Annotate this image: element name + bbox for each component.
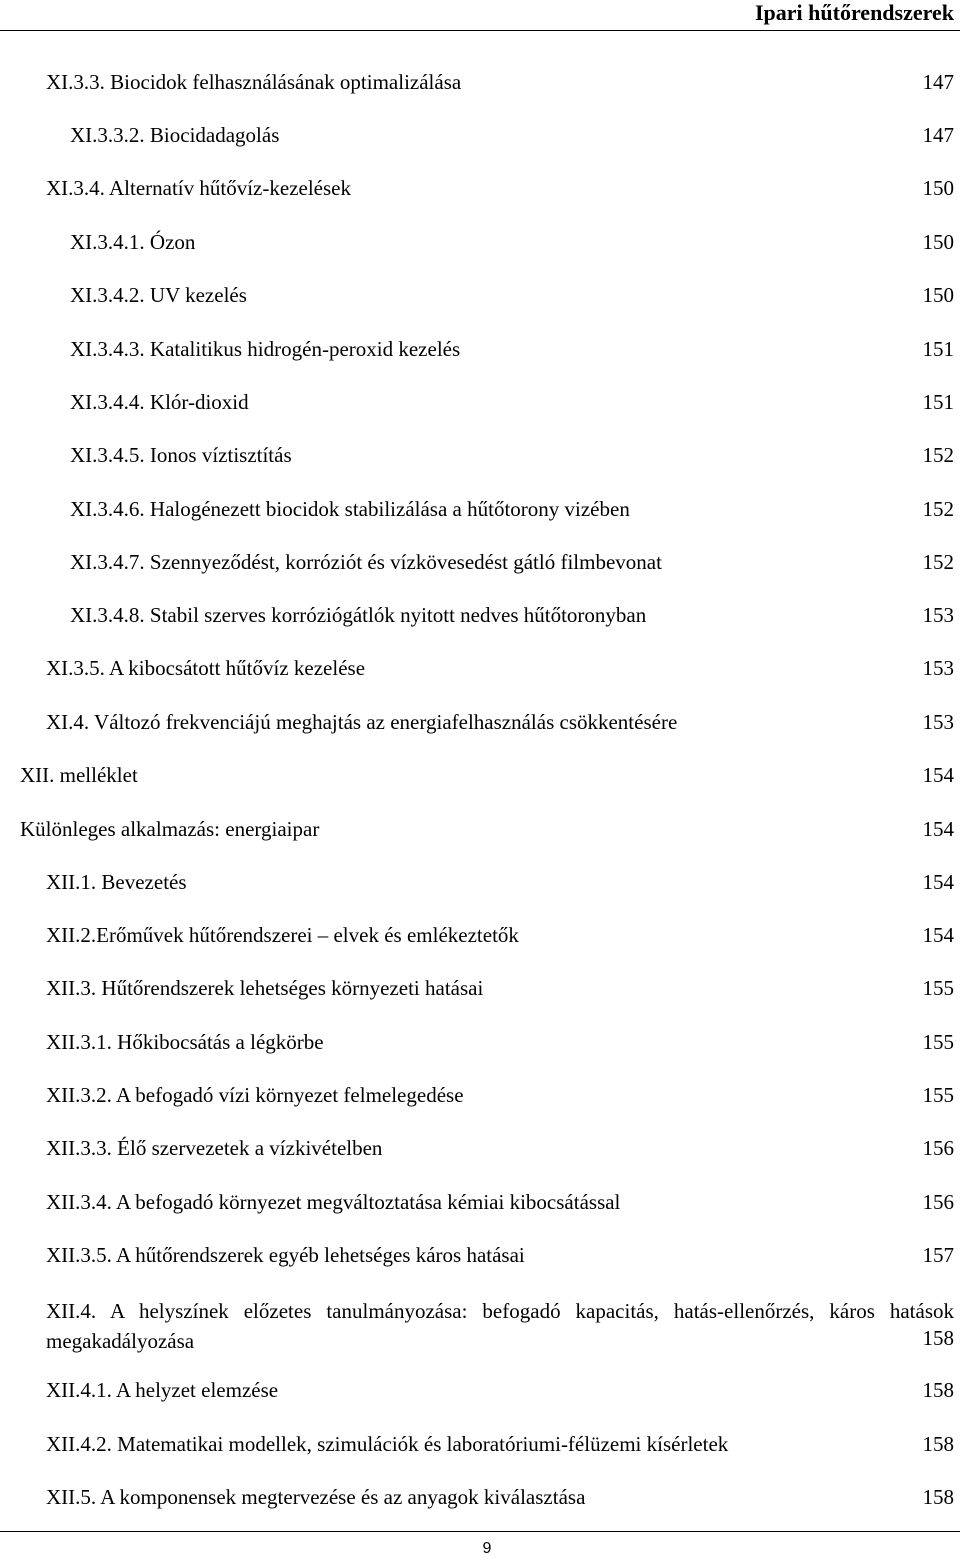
toc-entry-page: 152 xyxy=(922,497,954,521)
toc-entry-title: XI.3.4.5. Ionos víztisztítás xyxy=(70,443,292,467)
page-number: 9 xyxy=(482,1540,492,1557)
toc-entry-title: XII.3.2. A befogadó vízi környezet felmelegedése xyxy=(46,1083,464,1107)
toc-entry-title: XII.3.4. A befogadó környezet megváltoztatása kémiai kibocsátással xyxy=(46,1190,621,1214)
toc-entry-title: Különleges alkalmazás: energiaipar xyxy=(20,817,320,841)
toc-entry-page: 155 xyxy=(922,1083,954,1107)
toc-entry-page: 158 xyxy=(922,1326,954,1350)
toc-entry-page: 154 xyxy=(922,817,954,841)
toc-entry-title: XI.3.4.2. UV kezelés xyxy=(70,283,247,307)
toc-entry-page: 147 xyxy=(922,123,954,147)
toc-entry-page: 153 xyxy=(922,710,954,734)
toc-entry-page: 158 xyxy=(922,1378,954,1402)
toc-entry-page: 158 xyxy=(922,1432,954,1456)
toc-entry-title: XII.1. Bevezetés xyxy=(46,870,187,894)
toc-entry-title: XII.3. Hűtőrendszerek lehetséges környezeti hatásai xyxy=(46,976,484,1000)
toc-entry-page: 152 xyxy=(922,550,954,574)
toc-entry-page: 150 xyxy=(922,230,954,254)
toc-entry-page: 158 xyxy=(922,1485,954,1509)
toc-entry-page: 151 xyxy=(922,337,954,361)
toc-entry-page: 156 xyxy=(922,1190,954,1214)
toc-entry-title: XII.2.Erőművek hűtőrendszerei – elvek és emlékeztetők xyxy=(46,923,519,947)
toc-entry-title: XI.3.4.8. Stabil szerves korróziógátlók nyitott nedves hűtőtoronyban xyxy=(70,603,647,627)
toc-entry xyxy=(46,1296,954,1353)
toc-entry-page: 155 xyxy=(922,976,954,1000)
toc-entry-title: XI.3.4.3. Katalitikus hidrogén-peroxid kezelés xyxy=(70,337,461,361)
toc-entry-page: 156 xyxy=(922,1136,954,1160)
toc-entry-title: XI.4. Változó frekvenciájú meghajtás az energiafelhasználás csökkentésére xyxy=(46,710,678,734)
toc-entry-title: XII.5. A komponensek megtervezése és az anyagok kiválasztása xyxy=(46,1485,586,1509)
header-rule xyxy=(0,30,960,31)
toc-entry-page: 152 xyxy=(922,443,954,467)
toc-entry-page: 147 xyxy=(922,70,954,94)
toc-entry-title: XI.3.5. A kibocsátott hűtővíz kezelése xyxy=(46,656,366,680)
toc-entry-page: 150 xyxy=(922,176,954,200)
toc-entry-title: XI.3.4.1. Ózon xyxy=(70,230,196,254)
toc-entry-page: 151 xyxy=(922,390,954,414)
toc-entry-title: XI.3.4. Alternatív hűtővíz-kezelések xyxy=(46,176,351,200)
toc-entry-title: XII. melléklet xyxy=(20,763,138,787)
toc-entry-title: XI.3.3. Biocidok felhasználásának optimalizálása xyxy=(46,70,462,94)
toc-entry-page: 153 xyxy=(922,656,954,680)
toc-entry-title: XI.3.4.7. Szennyeződést, korróziót és vízkövesedést gátló filmbevonat xyxy=(70,550,662,574)
toc-entry-title: XI.3.3.2. Biocidadagolás xyxy=(70,123,280,147)
toc-entry-title: XII.4.2. Matematikai modellek, szimulációk és laboratóriumi-félüzemi kísérletek xyxy=(46,1432,729,1456)
toc-entry-title: XII.3.3. Élő szervezetek a vízkivételben xyxy=(46,1136,383,1160)
toc-entry-page: 154 xyxy=(922,763,954,787)
footer-rule xyxy=(0,1531,960,1532)
toc-entry-page: 154 xyxy=(922,870,954,894)
toc-entry-page: 155 xyxy=(922,1030,954,1054)
toc-entry-title: XII.3.5. A hűtőrendszerek egyéb lehetséges káros hatásai xyxy=(46,1243,525,1267)
toc-entry-title: XI.3.4.4. Klór-dioxid xyxy=(70,390,249,414)
toc-entry-title: XII.4.1. A helyzet elemzése xyxy=(46,1378,279,1402)
running-header: Ipari hűtőrendszerek xyxy=(754,0,954,25)
toc-entry-title: XII.4. A helyszínek előzetes tanulmányozása: befogadó kapacitás, hatás-ellenőrzés, káros hatások megakadályozása xyxy=(46,1299,954,1353)
toc-entry-page: 153 xyxy=(922,603,954,627)
toc-entry-page: 150 xyxy=(922,283,954,307)
toc-entry-page: 157 xyxy=(922,1243,954,1267)
toc-entry-title: XII.3.1. Hőkibocsátás a légkörbe xyxy=(46,1030,324,1054)
toc-entry-title: XI.3.4.6. Halogénezett biocidok stabilizálása a hűtőtorony vizében xyxy=(70,497,630,521)
toc-entry-page: 154 xyxy=(922,923,954,947)
